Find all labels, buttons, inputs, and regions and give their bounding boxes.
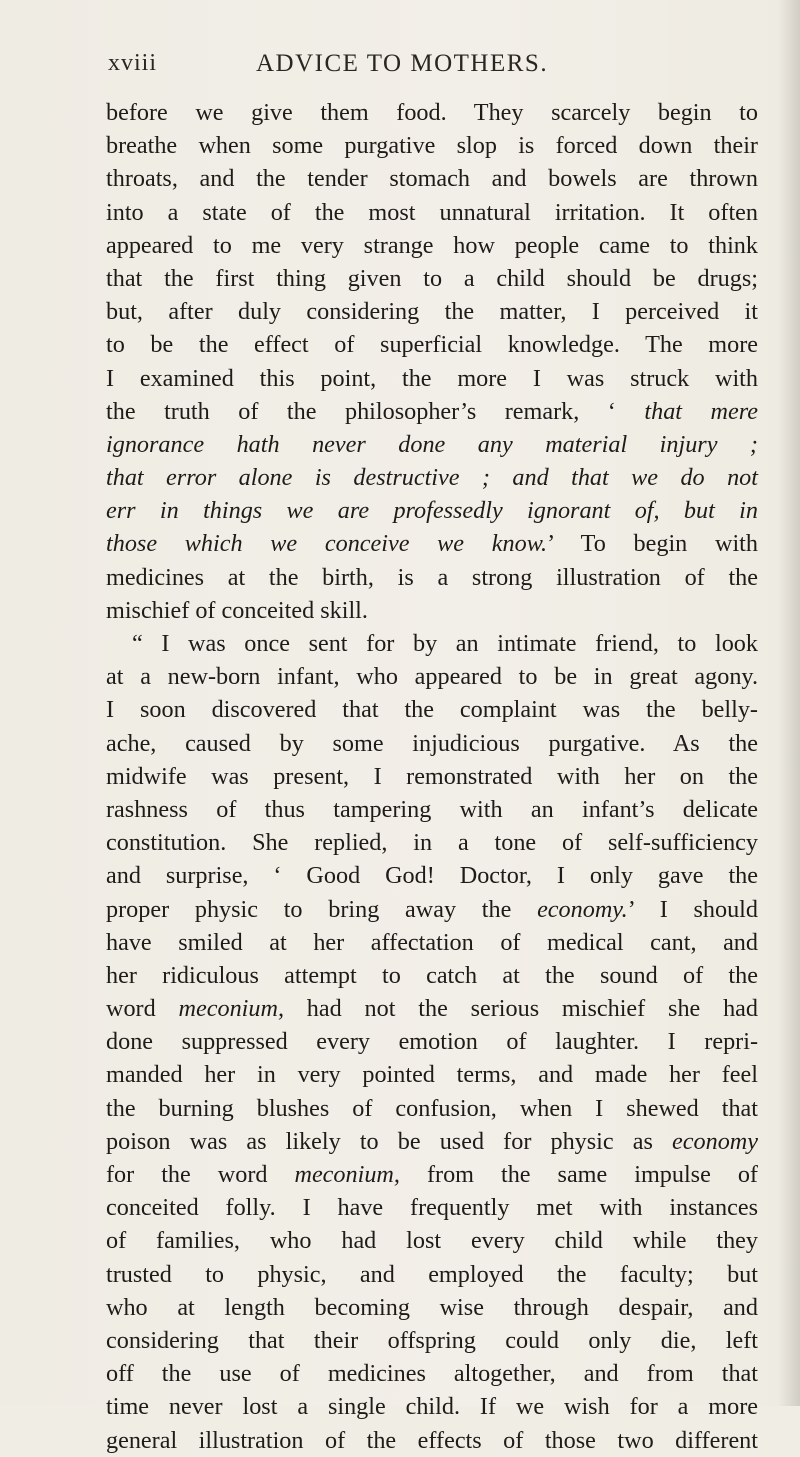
text-line [106, 992, 758, 1025]
text-line [106, 926, 758, 959]
running-head-title: ADVICE TO MOTHERS. [256, 50, 549, 77]
text-segment: time never lost a single child. If we wish for a more [106, 1393, 758, 1421]
italic-text-segment: that mere [644, 397, 758, 425]
text-segment: proper physic to bring away the [106, 895, 538, 923]
text-segment: manded her in very pointed terms, and made her feel [106, 1061, 758, 1089]
text-line [106, 760, 758, 793]
text-line [106, 1058, 758, 1091]
text-segment: medicines at the birth, is a strong illustration of the [106, 563, 758, 591]
text-line [106, 395, 758, 428]
text-line [106, 362, 758, 395]
text-segment: “ I was once sent for by an intimate friend, to look [132, 630, 758, 657]
text-segment: have smiled at her affectation of medical cant, and [106, 928, 758, 956]
text-segment: general illustration of the effects of those two different [106, 1426, 758, 1454]
text-line [106, 859, 758, 892]
running-head [108, 50, 748, 86]
text-line [106, 1258, 758, 1291]
page-edge-shadow [778, 0, 800, 1406]
italic-text-segment: err in things we are professedly ignorant of, but in [106, 497, 758, 525]
text-segment: into a state of the most unnatural irritation. It often [106, 198, 758, 226]
text-line [106, 627, 758, 660]
text-segment: but, after duly considering the matter, I perceived it [106, 298, 758, 326]
text-line [106, 561, 758, 594]
italic-text-segment: meconium, [178, 995, 284, 1023]
text-segment: midwife was present, I remonstrated with her on the [106, 762, 758, 790]
text-segment: that the first thing given to a child should be drugs; [106, 264, 758, 292]
italic-text-segment: meconium, [294, 1161, 400, 1188]
text-segment: poison was as likely to be used for physic as [106, 1127, 673, 1155]
text-line [106, 594, 758, 627]
text-line [106, 793, 758, 826]
text-line [106, 1092, 758, 1125]
italic-text-segment: economy. [537, 895, 628, 923]
text-segment: from the same impulse of [399, 1161, 758, 1188]
text-line [106, 196, 758, 229]
text-line [106, 1191, 758, 1224]
italic-text-segment: those which we conceive we know. [106, 530, 548, 558]
text-segment: mischief of conceited skill. [106, 596, 368, 624]
text-line [106, 96, 758, 129]
text-line [106, 1324, 758, 1357]
text-line [106, 826, 758, 859]
text-line [106, 693, 758, 726]
text-segment: ’ I should [627, 895, 758, 923]
text-line [106, 893, 758, 926]
text-line [106, 129, 758, 162]
text-segment: word [106, 995, 179, 1023]
text-segment: appeared to me very strange how people came to think [106, 231, 758, 259]
text-segment: rashness of thus tampering with an infant’s delicate [106, 795, 758, 823]
text-segment: breathe when some purgative slop is forced down their [106, 132, 758, 160]
text-line [106, 1158, 758, 1191]
text-line [106, 428, 758, 461]
text-segment: at a new-born infant, who appeared to be in great agony. [106, 663, 758, 691]
text-line [106, 660, 758, 693]
text-segment: done suppressed every emotion of laughter. I repri- [106, 1028, 758, 1056]
text-segment: ’ To begin with [547, 530, 758, 558]
text-line [106, 1390, 758, 1423]
text-segment: trusted to physic, and employed the faculty; but [106, 1260, 758, 1288]
text-segment: I examined this point, the more I was struck with [106, 364, 758, 392]
text-segment: throats, and the tender stomach and bowels are thrown [106, 165, 758, 193]
text-line [106, 527, 758, 560]
text-segment: the truth of the philosopher’s remark, ‘ [106, 397, 645, 425]
italic-text-segment: ignorance hath never done any material injury ; [106, 430, 758, 458]
text-line [106, 1125, 758, 1158]
text-line [106, 1291, 758, 1324]
text-line [106, 1424, 758, 1457]
text-line [106, 1025, 758, 1058]
page-number: xviii [108, 50, 158, 76]
italic-text-segment: economy [672, 1127, 758, 1155]
text-line [106, 162, 758, 195]
text-segment: to be the effect of superficial knowledge. The more [106, 331, 758, 359]
text-segment: before we give them food. They scarcely begin to [106, 99, 758, 126]
text-segment: constitution. She replied, in a tone of self-sufficiency [106, 829, 758, 857]
text-line [106, 262, 758, 295]
text-line [106, 959, 758, 992]
text-segment: and surprise, ‘ Good God! Doctor, I only gave the [106, 862, 758, 890]
text-segment: for the word [106, 1161, 295, 1188]
text-segment: her ridiculous attempt to catch at the sound of the [106, 961, 758, 989]
text-segment: of families, who had lost every child while they [106, 1227, 758, 1255]
text-segment: ache, caused by some injudicious purgative. As the [106, 729, 758, 757]
text-segment: considering that their offspring could only die, left [106, 1326, 758, 1354]
body-text [106, 96, 758, 1457]
text-segment: conceited folly. I have frequently met with instances [106, 1194, 758, 1222]
text-line [106, 295, 758, 328]
text-line [106, 494, 758, 527]
text-line [106, 1224, 758, 1257]
text-line [106, 328, 758, 361]
text-line [106, 229, 758, 262]
text-segment: who at length becoming wise through despair, and [106, 1293, 758, 1321]
text-line [106, 461, 758, 494]
text-line [106, 1357, 758, 1390]
text-line [106, 727, 758, 760]
text-segment: the burning blushes of confusion, when I shewed that [106, 1094, 758, 1122]
text-segment: off the use of medicines altogether, and from that [106, 1360, 758, 1388]
italic-text-segment: that error alone is destructive ; and that we do not [106, 464, 758, 492]
text-segment: had not the serious mischief she had [284, 995, 759, 1023]
text-segment: I soon discovered that the complaint was the belly- [106, 696, 758, 724]
